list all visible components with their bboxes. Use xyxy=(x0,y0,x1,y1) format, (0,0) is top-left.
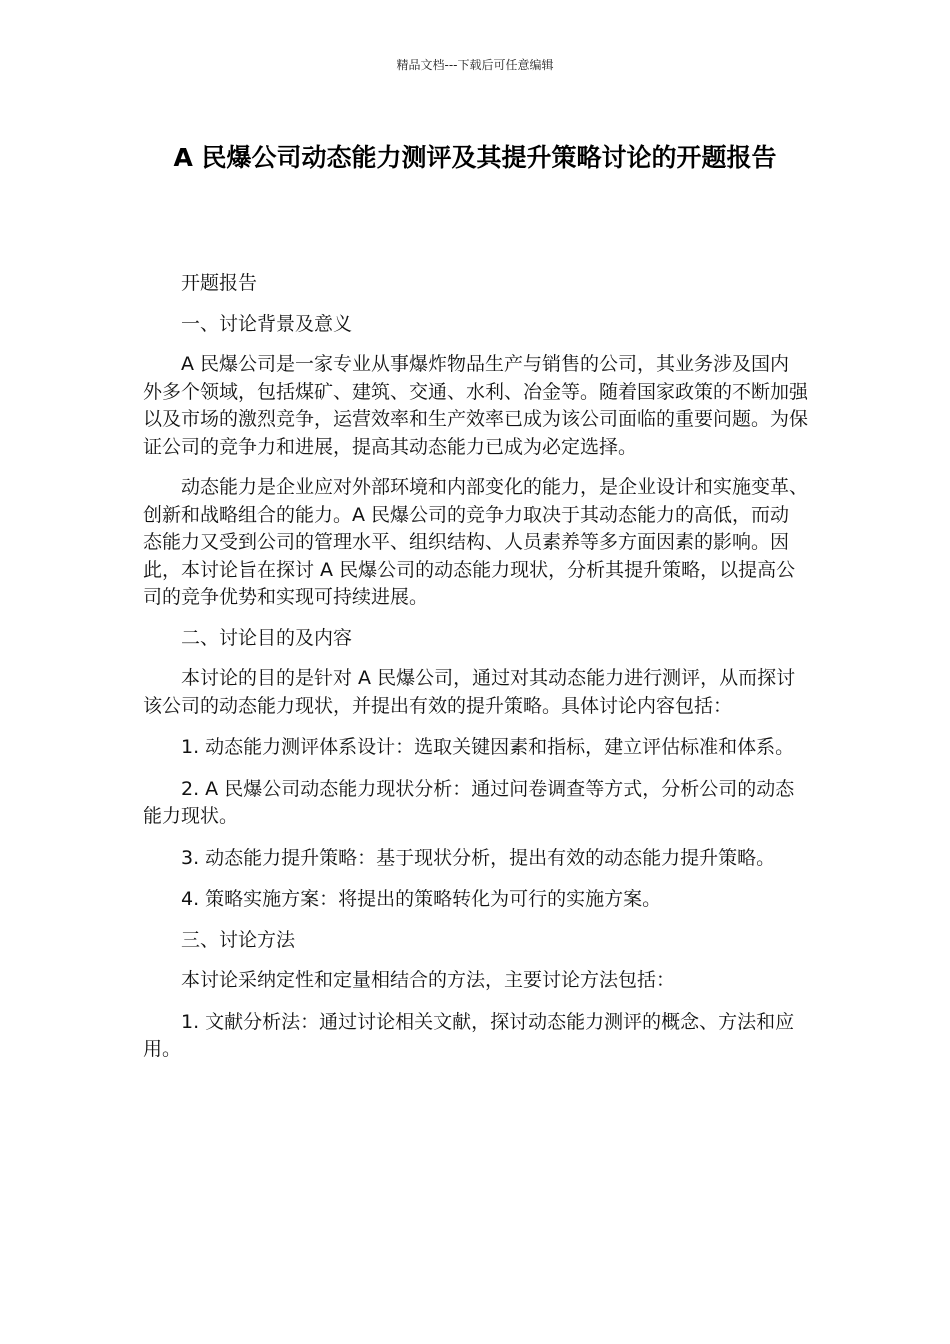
list-item-1: 1. 动态能力测评体系设计：选取关键因素和指标，建立评估标准和体系。 xyxy=(181,736,795,758)
paragraph-purpose: 本讨论的目的是针对 A 民爆公司，通过对其动态能力进行测评，从而探讨该公司的动态能力现状，并提出有效的提升策略。具体讨论内容包括： xyxy=(143,667,796,717)
section-heading-method: 三、讨论方法 xyxy=(181,928,296,951)
page-header: 精品文档---下载后可任意编辑 xyxy=(396,58,554,72)
paragraph-method: 本讨论采纳定性和定量相结合的方法，主要讨论方法包括： xyxy=(181,969,676,991)
list-item-3: 3. 动态能力提升策略：基于现状分析，提出有效的动态能力提升策略。 xyxy=(181,846,776,869)
section-heading-purpose: 二、讨论目的及内容 xyxy=(181,626,353,649)
document-body xyxy=(143,270,808,1064)
section-heading-background: 一、讨论背景及意义 xyxy=(181,312,353,335)
list-item-4: 4. 策略实施方案：将提出的策略转化为可行的实施方案。 xyxy=(181,888,662,910)
document-title: A 民爆公司动态能力测评及其提升策略讨论的开题报告 xyxy=(173,143,777,172)
list-item-2: 2. A 民爆公司动态能力现状分析：通过问卷调查等方式，分析公司的动态能力现状。 xyxy=(143,777,795,827)
list-item-method-1: 1. 文献分析法：通过讨论相关文献，探讨动态能力测评的概念、方法和应用。 xyxy=(143,1010,795,1060)
paragraph-dynamic-capability: 动态能力是企业应对外部环境和内部变化的能力，是企业设计和实施变革、创新和战略组合的能力。A 民爆公司的竞争力取决于其动态能力的高低，而动态能力又受到公司的管理水平、组织结构、人员素养等多方面因素的影响。因此，本讨论旨在探讨 A 民爆公司的动态能力现状，分析其提升策略，以提高公司的竞争优势和实现可持续进展。 xyxy=(143,476,809,608)
paragraph-background: A 民爆公司是一家专业从事爆炸物品生产与销售的公司，其业务涉及国内外多个领域，包括煤矿、建筑、交通、水利、冶金等。随着国家政策的不断加强以及市场的激烈竞争，运营效率和生产效率已成为该公司面临的重要问题。为保证公司的竞争力和进展，提高其动态能力已成为必定选择。 xyxy=(143,353,809,458)
section-heading-report: 开题报告 xyxy=(181,272,258,294)
